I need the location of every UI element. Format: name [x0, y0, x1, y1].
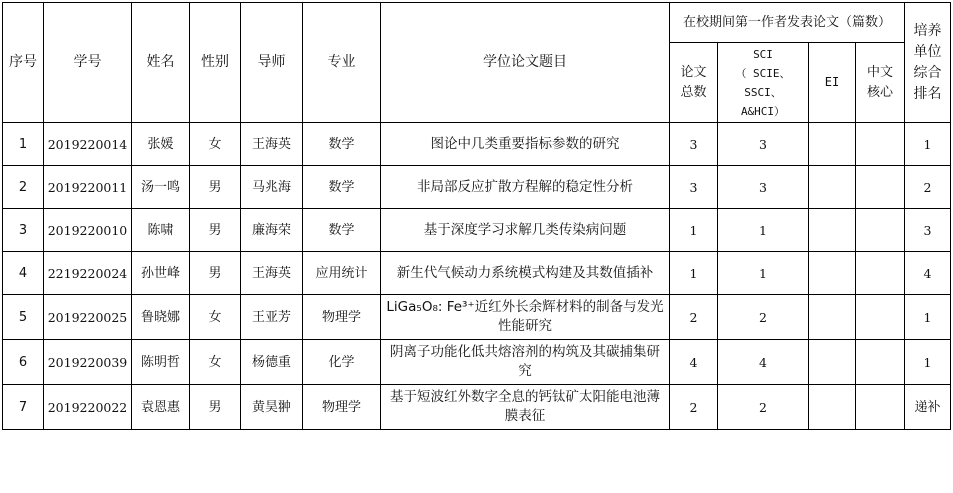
header-thesis-title: 学位论文题目 — [381, 3, 670, 123]
cell-ei — [809, 295, 856, 340]
cell-unit-rank: 递补 — [905, 385, 951, 430]
cell-total-papers: 3 — [670, 166, 718, 209]
cell-student-id: 2219220024 — [44, 252, 132, 295]
cell-thesis-title: 图论中几类重要指标参数的研究 — [381, 123, 670, 166]
cell-name: 汤一鸣 — [132, 166, 190, 209]
header-chinese-core-label: 中文核心 — [866, 64, 893, 100]
cell-major: 数学 — [303, 209, 381, 252]
cell-advisor: 马兆海 — [241, 166, 303, 209]
cell-total-papers: 4 — [670, 340, 718, 385]
cell-advisor: 王海英 — [241, 123, 303, 166]
cell-advisor: 黄昊翀 — [241, 385, 303, 430]
cell-student-id: 2019220039 — [44, 340, 132, 385]
cell-name: 陈明哲 — [132, 340, 190, 385]
cell-seq: 4 — [3, 252, 44, 295]
cell-chinese-core — [856, 385, 905, 430]
header-papers-group: 在校期间第一作者发表论文（篇数） — [670, 3, 905, 43]
cell-advisor: 王海英 — [241, 252, 303, 295]
cell-total-papers: 1 — [670, 209, 718, 252]
table-row — [3, 385, 951, 430]
cell-ei — [809, 123, 856, 166]
header-ei: EI — [809, 43, 856, 123]
cell-ei — [809, 166, 856, 209]
header-sci-line-4: A&HCI） — [740, 104, 786, 118]
cell-unit-rank: 3 — [905, 209, 951, 252]
table-row — [3, 252, 951, 295]
cell-gender: 女 — [190, 123, 241, 166]
cell-chinese-core — [856, 166, 905, 209]
cell-gender: 女 — [190, 340, 241, 385]
cell-sci: 1 — [718, 209, 809, 252]
cell-ei — [809, 385, 856, 430]
cell-major: 物理学 — [303, 295, 381, 340]
cell-total-papers: 3 — [670, 123, 718, 166]
cell-unit-rank: 2 — [905, 166, 951, 209]
table-row — [3, 209, 951, 252]
header-student-id: 学号 — [44, 3, 132, 123]
cell-unit-rank: 1 — [905, 123, 951, 166]
cell-thesis-title: LiGa₅O₈: Fe³⁺近红外长余辉材料的制备与发光性能研究 — [381, 295, 670, 340]
cell-advisor: 廉海荣 — [241, 209, 303, 252]
cell-chinese-core — [856, 340, 905, 385]
cell-gender: 男 — [190, 209, 241, 252]
cell-student-id: 2019220025 — [44, 295, 132, 340]
cell-thesis-title: 非局部反应扩散方程解的稳定性分析 — [381, 166, 670, 209]
cell-name: 袁恩惠 — [132, 385, 190, 430]
cell-seq: 1 — [3, 123, 44, 166]
table-row — [3, 295, 951, 340]
cell-gender: 男 — [190, 385, 241, 430]
cell-sci: 1 — [718, 252, 809, 295]
cell-name: 陈啸 — [132, 209, 190, 252]
cell-student-id: 2019220011 — [44, 166, 132, 209]
header-major: 专业 — [303, 3, 381, 123]
cell-thesis-title: 基于深度学习求解几类传染病问题 — [381, 209, 670, 252]
cell-major: 物理学 — [303, 385, 381, 430]
cell-seq: 2 — [3, 166, 44, 209]
cell-seq: 7 — [3, 385, 44, 430]
cell-advisor: 杨德重 — [241, 340, 303, 385]
table-body — [3, 123, 951, 430]
cell-unit-rank: 1 — [905, 340, 951, 385]
cell-thesis-title: 阴离子功能化低共熔溶剂的构筑及其碳捕集研究 — [381, 340, 670, 385]
cell-chinese-core — [856, 123, 905, 166]
cell-thesis-title: 基于短波红外数字全息的钙钛矿太阳能电池薄膜表征 — [381, 385, 670, 430]
cell-student-id: 2019220022 — [44, 385, 132, 430]
cell-gender: 男 — [190, 252, 241, 295]
header-seq: 序号 — [3, 3, 44, 123]
header-unit-rank-label: 培养单位综合排名 — [913, 22, 942, 102]
header-name: 姓名 — [132, 3, 190, 123]
cell-total-papers: 1 — [670, 252, 718, 295]
header-chinese-core — [856, 43, 905, 123]
document-page — [2, 2, 950, 430]
table-header — [3, 3, 951, 123]
cell-sci: 2 — [718, 295, 809, 340]
header-total-papers-label: 论文总数 — [680, 64, 707, 100]
cell-thesis-title: 新生代气候动力系统模式构建及其数值插补 — [381, 252, 670, 295]
cell-seq: 3 — [3, 209, 44, 252]
cell-ei — [809, 340, 856, 385]
cell-major: 数学 — [303, 123, 381, 166]
cell-seq: 5 — [3, 295, 44, 340]
cell-ei — [809, 252, 856, 295]
cell-advisor: 王亚芳 — [241, 295, 303, 340]
header-sci — [718, 43, 809, 123]
header-unit-rank — [905, 3, 951, 123]
cell-major: 化学 — [303, 340, 381, 385]
header-sci-line-3: SSCI、 — [744, 85, 782, 99]
cell-sci: 3 — [718, 123, 809, 166]
cell-chinese-core — [856, 295, 905, 340]
cell-name: 张媛 — [132, 123, 190, 166]
header-sci-line-1: SCI — [753, 47, 773, 61]
cell-total-papers: 2 — [670, 295, 718, 340]
cell-sci: 4 — [718, 340, 809, 385]
cell-student-id: 2019220014 — [44, 123, 132, 166]
cell-major: 数学 — [303, 166, 381, 209]
cell-name: 鲁晓娜 — [132, 295, 190, 340]
header-gender: 性别 — [190, 3, 241, 123]
cell-unit-rank: 1 — [905, 295, 951, 340]
cell-unit-rank: 4 — [905, 252, 951, 295]
table-row — [3, 340, 951, 385]
table-row — [3, 166, 951, 209]
cell-student-id: 2019220010 — [44, 209, 132, 252]
cell-seq: 6 — [3, 340, 44, 385]
cell-chinese-core — [856, 252, 905, 295]
cell-total-papers: 2 — [670, 385, 718, 430]
cell-name: 孙世峰 — [132, 252, 190, 295]
cell-sci: 3 — [718, 166, 809, 209]
cell-sci: 2 — [718, 385, 809, 430]
cell-gender: 男 — [190, 166, 241, 209]
cell-ei — [809, 209, 856, 252]
cell-major: 应用统计 — [303, 252, 381, 295]
cell-gender: 女 — [190, 295, 241, 340]
table-row — [3, 123, 951, 166]
cell-chinese-core — [856, 209, 905, 252]
header-total-papers — [670, 43, 718, 123]
header-advisor: 导师 — [241, 3, 303, 123]
graduate-ranking-table — [2, 2, 951, 430]
header-sci-line-2: （ SCIE、 — [735, 66, 791, 80]
